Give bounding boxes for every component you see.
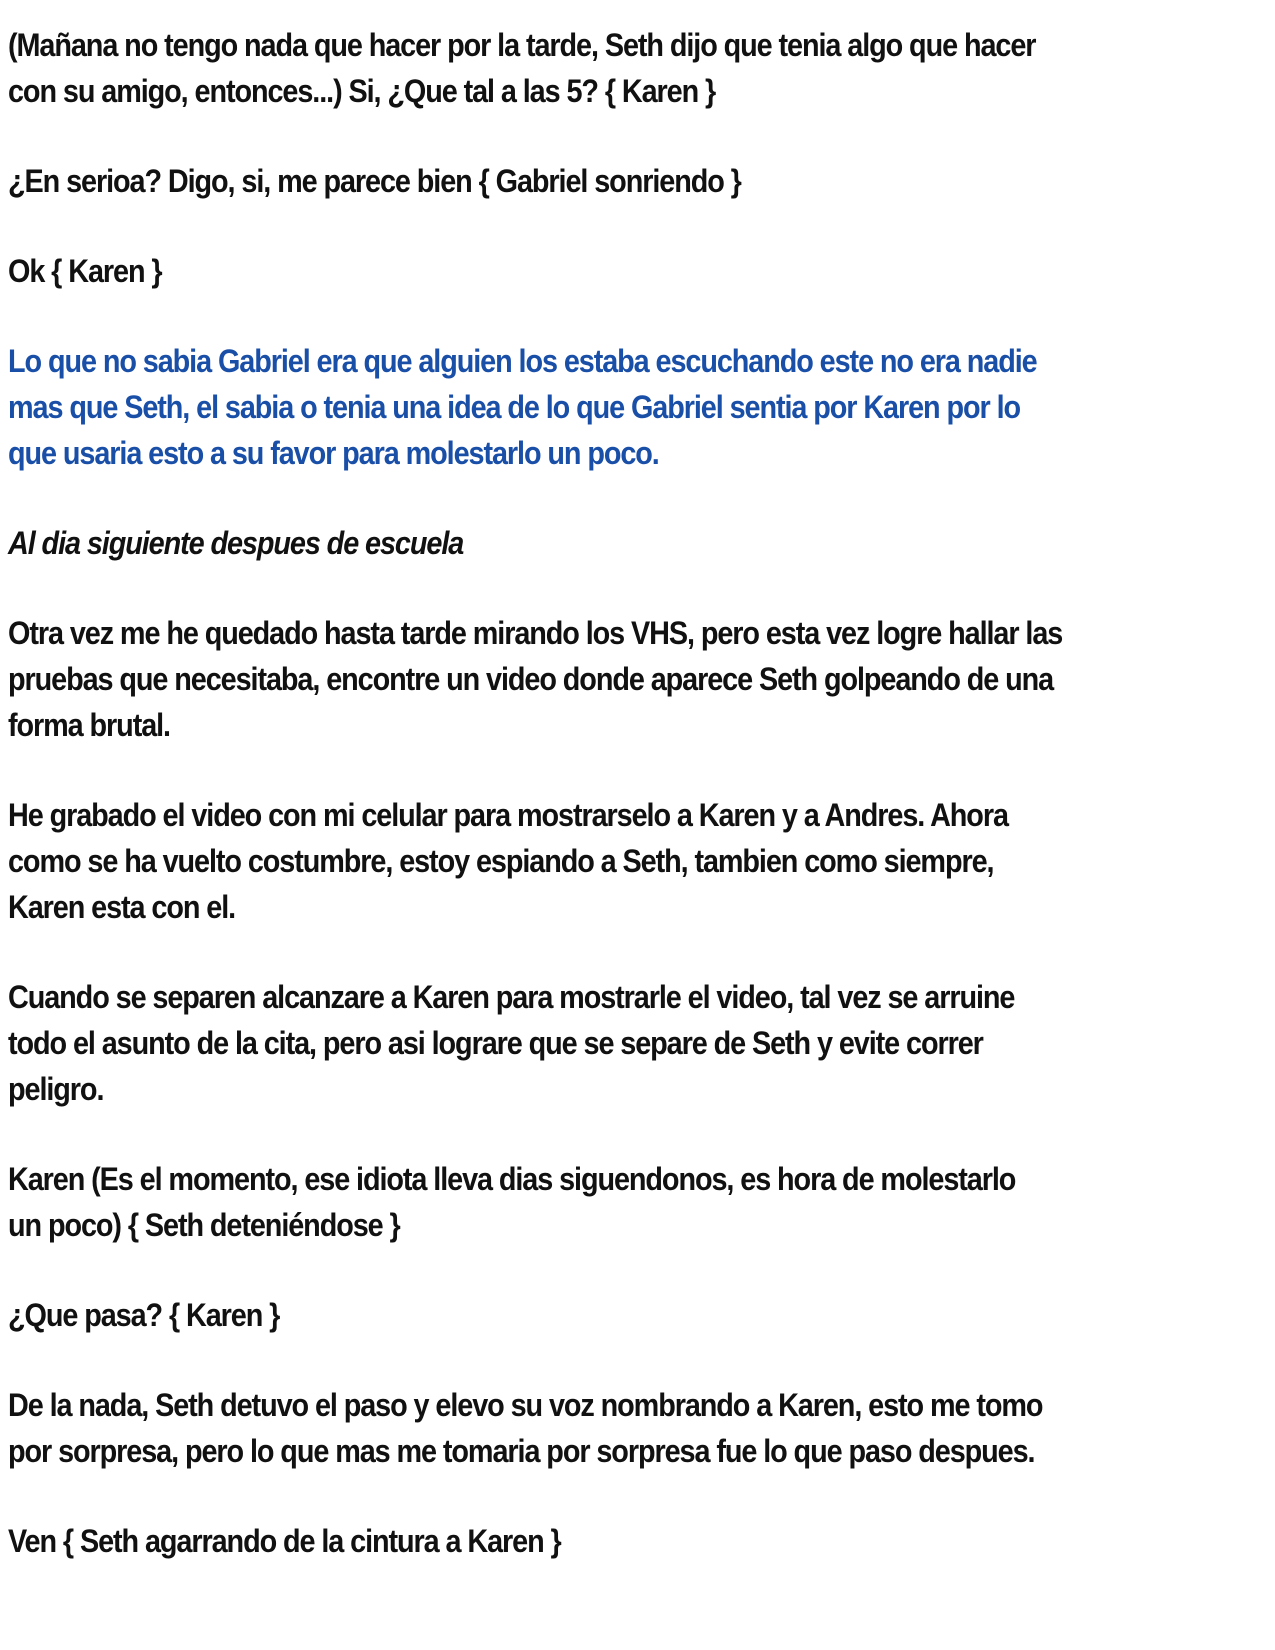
- paragraph-dialogue-karen-agrees: (Mañana no tengo nada que hacer por la tarde, Seth dijo que tenia algo que hacer con su amigo, entonces...) Si, ¿Que tal a las 5? { Karen }: [8, 27, 1036, 109]
- paragraph-recorded-video: He grabado el video con mi celular para mostrarselo a Karen y a Andres. Ahora como se ha vuelto costumbre, estoy espiando a Seth, tambien como siempre, Karen esta con el.: [8, 797, 1008, 925]
- paragraph-vhs-evidence: Otra vez me he quedado hasta tarde mirando los VHS, pero esta vez logre hallar las pruebas que necesitaba, encontre un video donde aparece Seth golpeando de una forma brutal.: [8, 615, 1063, 743]
- paragraph-scene-heading: Al dia siguiente despues de escuela: [8, 525, 464, 561]
- paragraph-dialogue-karen-ok: Ok { Karen }: [8, 253, 162, 289]
- paragraph-narration-seth-listening: Lo que no sabia Gabriel era que alguien los estaba escuchando este no era nadie mas que Seth, el sabia o tenia una idea de lo que Gabriel sentia por Karen por lo que usaria esto a su favor para molestarlo un poco.: [8, 343, 1037, 471]
- paragraph-dialogue-seth-stopping: Karen (Es el momento, ese idiota lleva dias siguendonos, es hora de molestarlo un poco) { Seth deteniéndose }: [8, 1161, 1016, 1243]
- paragraph-dialogue-karen-question: ¿Que pasa? { Karen }: [8, 1297, 280, 1333]
- paragraph-dialogue-gabriel-smiling: ¿En serioa? Digo, si, me parece bien { Gabriel sonriendo }: [8, 163, 741, 199]
- paragraph-seth-surprise: De la nada, Seth detuvo el paso y elevo su voz nombrando a Karen, esto me tomo por sorpresa, pero lo que mas me tomaria por sorpresa fue lo que paso despues.: [8, 1387, 1043, 1469]
- paragraph-dialogue-seth-ven: Ven { Seth agarrando de la cintura a Karen }: [8, 1523, 561, 1559]
- paragraph-plan-show-video: Cuando se separen alcanzare a Karen para mostrarle el video, tal vez se arruine todo el asunto de la cita, pero asi lograre que se separe de Seth y evite correr peligro.: [8, 979, 1015, 1107]
- document-body: [8, 22, 1144, 1608]
